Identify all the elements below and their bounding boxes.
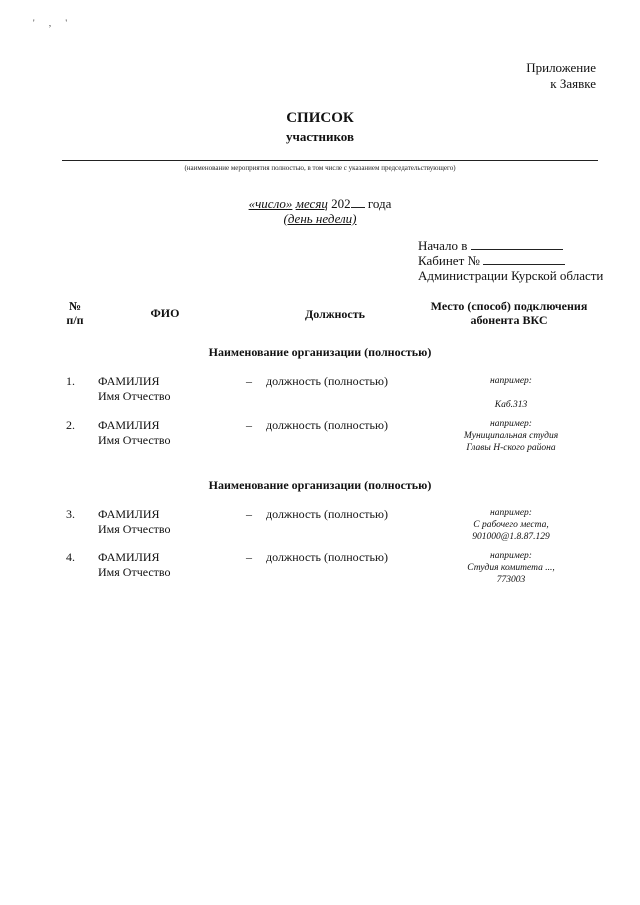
date-year-prefix: 202 bbox=[331, 196, 351, 211]
row-3-fio bbox=[98, 507, 171, 537]
row-3-position: должность (полностью) bbox=[266, 507, 388, 521]
row-1-fio bbox=[98, 374, 171, 404]
row-1-place-line-3: Каб.313 bbox=[494, 400, 528, 410]
row-1-name: Имя Отчество bbox=[98, 389, 171, 403]
header-number-line-1: № bbox=[68, 299, 82, 313]
row-2-position: должность (полностью) bbox=[266, 418, 388, 432]
row-3-dash: – bbox=[246, 507, 252, 521]
row-1-dash: – bbox=[246, 374, 252, 388]
row-4-number: 4. bbox=[66, 550, 75, 564]
row-3-place bbox=[431, 507, 591, 543]
row-4-place bbox=[431, 550, 591, 586]
row-4-dash: – bbox=[246, 550, 252, 564]
weekday-line bbox=[0, 211, 640, 227]
row-3-place-line-1: например: bbox=[490, 508, 532, 518]
row-3-name: Имя Отчество bbox=[98, 522, 171, 536]
row-4-surname: ФАМИЛИЯ bbox=[98, 550, 160, 564]
organization-heading-1: Наименование организации (полностью) bbox=[208, 345, 432, 359]
header-number bbox=[62, 299, 88, 327]
row-2-place bbox=[431, 418, 591, 454]
cabinet-blank bbox=[483, 264, 565, 265]
row-2-place-line-1: например: bbox=[490, 419, 532, 429]
date-year-word: года bbox=[367, 196, 392, 211]
row-2-surname: ФАМИЛИЯ bbox=[98, 418, 160, 432]
row-4-place-line-1: например: bbox=[490, 551, 532, 561]
header-place bbox=[418, 299, 600, 327]
row-4-fio bbox=[98, 550, 171, 580]
start-block bbox=[418, 238, 603, 283]
scan-marks: ' , ' bbox=[33, 18, 73, 28]
row-3-surname: ФАМИЛИЯ bbox=[98, 507, 160, 521]
row-1-surname: ФАМИЛИЯ bbox=[98, 374, 160, 388]
row-4-place-line-3: 773003 bbox=[496, 575, 526, 585]
cabinet-row bbox=[418, 253, 603, 268]
start-time-row bbox=[418, 238, 603, 253]
document-title: СПИСОК bbox=[286, 110, 354, 126]
appendix-line-1: Приложение bbox=[526, 60, 596, 75]
row-1-place bbox=[431, 375, 591, 411]
administration-label: Администрации Курской области bbox=[418, 268, 604, 283]
row-2-name: Имя Отчество bbox=[98, 433, 171, 447]
row-2-dash: – bbox=[246, 418, 252, 432]
start-time-blank bbox=[471, 249, 563, 250]
start-time-label: Начало в bbox=[418, 238, 468, 253]
date-weekday: (день недели) bbox=[283, 211, 357, 226]
header-place-line-2: абонента ВКС bbox=[470, 313, 548, 327]
row-4-position: должность (полностью) bbox=[266, 550, 388, 564]
header-position: Должность bbox=[304, 307, 365, 321]
row-4-name: Имя Отчество bbox=[98, 565, 171, 579]
row-2-place-line-3: Главы Н-ского района bbox=[466, 443, 556, 453]
row-1-number: 1. bbox=[66, 374, 75, 388]
row-1-place-line-2 bbox=[431, 387, 591, 399]
header-fio: ФИО bbox=[150, 306, 180, 320]
year-blank bbox=[351, 207, 365, 208]
row-1-position: должность (полностью) bbox=[266, 374, 388, 388]
row-4-place-line-2: Студия комитета ..., bbox=[467, 563, 555, 573]
organization-heading-2: Наименование организации (полностью) bbox=[208, 478, 432, 492]
appendix-line-2: к Заявке bbox=[550, 76, 596, 91]
date-number: «число» bbox=[248, 196, 293, 211]
appendix-note bbox=[526, 60, 596, 92]
date-month: месяц bbox=[295, 196, 328, 211]
header-place-line-1: Место (способ) подключения bbox=[430, 299, 588, 313]
row-2-number: 2. bbox=[66, 418, 75, 432]
row-3-place-line-3: 901000@1.8.87.129 bbox=[472, 532, 550, 542]
header-number-line-2: п/п bbox=[66, 313, 84, 327]
cabinet-label: Кабинет № bbox=[418, 253, 480, 268]
row-1-place-line-1: например: bbox=[490, 376, 532, 386]
document-subtitle: участников bbox=[286, 129, 354, 144]
row-2-place-line-2: Муниципальная студия bbox=[463, 431, 559, 441]
row-3-place-line-2: С рабочего места, bbox=[473, 520, 549, 530]
row-2-fio bbox=[98, 418, 171, 448]
row-3-number: 3. bbox=[66, 507, 75, 521]
event-name-line bbox=[62, 160, 598, 161]
date-line bbox=[0, 196, 640, 212]
event-name-hint: (наименование мероприятия полностью, в том числе с указанием председательствующего) bbox=[184, 164, 456, 172]
